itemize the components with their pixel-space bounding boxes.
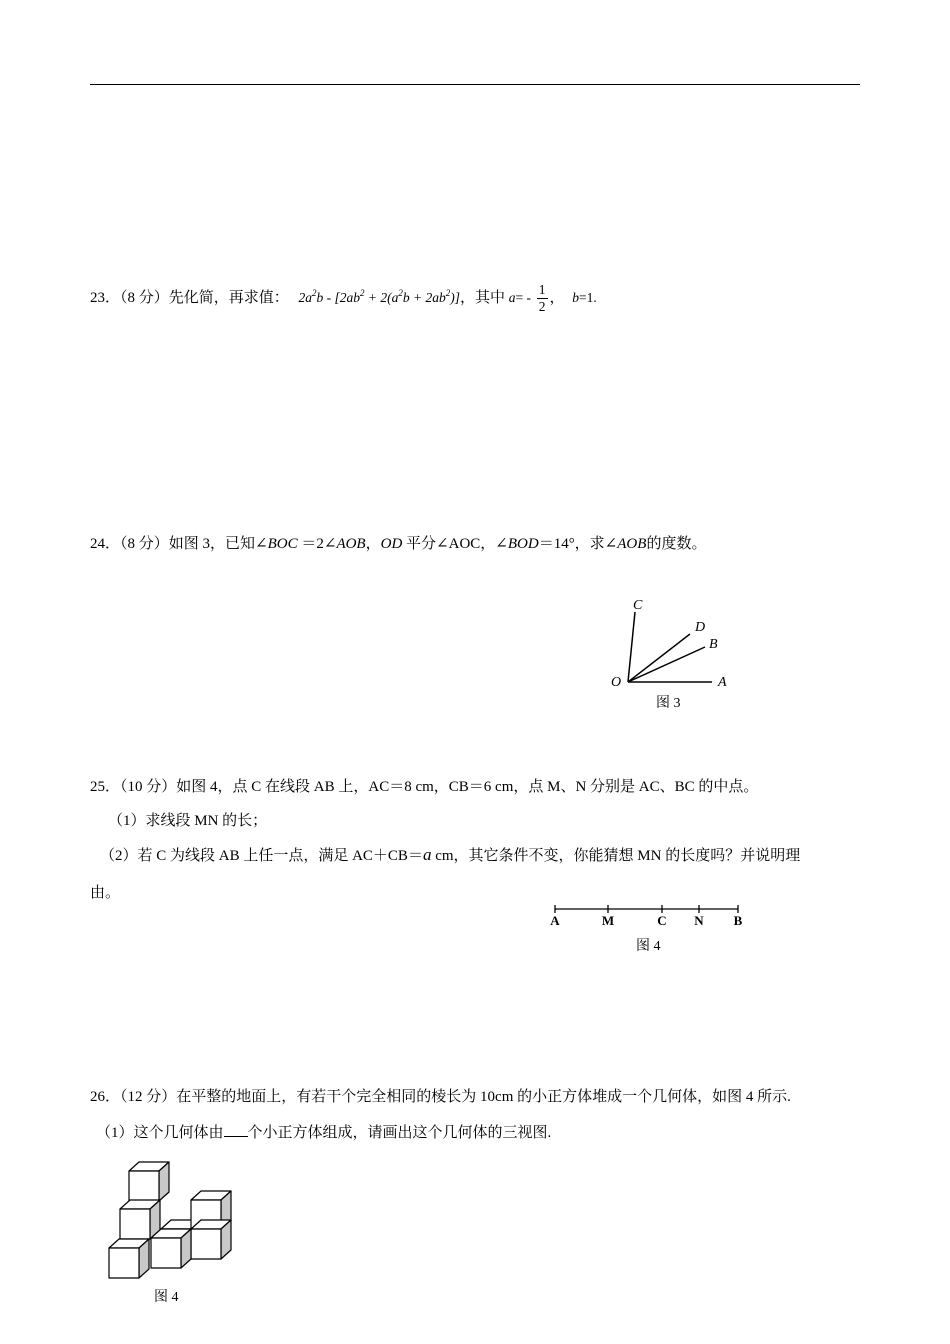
point-m: M: [601, 913, 615, 928]
q24-od: OD: [380, 536, 403, 552]
q26-part1-a: （1）这个几何体由: [96, 1125, 224, 1141]
q23-frac-den: 2: [538, 299, 546, 315]
q25-part-2-cont: 由。: [90, 885, 121, 901]
question-24: [90, 533, 706, 555]
label-d: D: [695, 620, 706, 635]
q23-a-label: a: [508, 290, 516, 305]
q26-points: （12 分）: [120, 1089, 177, 1105]
cube-left-top: [129, 1162, 169, 1201]
q23-b-value: =1: [579, 290, 594, 305]
label-o: O: [611, 675, 622, 690]
q24-number: 24．: [90, 536, 121, 552]
q25-part-1: （1）求线段 MN 的长；: [108, 813, 268, 829]
question-25: [90, 776, 758, 798]
cube-stack: [109, 1162, 231, 1278]
q24-bod: BOD: [507, 536, 539, 552]
q23-text: 先化简，再求值：: [168, 290, 289, 306]
ray-oc: [628, 612, 635, 682]
figure-3-angles: [600, 590, 750, 720]
q25-part2-b: cm，其它条件不变，你能猜想 MN 的长度吗？并说明理: [431, 848, 801, 864]
header-rule: [90, 84, 860, 85]
cube-left-middle: [120, 1200, 160, 1239]
q23-b-label: b: [572, 290, 580, 305]
q24-t1: 如图 3，已知∠: [168, 536, 268, 552]
answer-blank[interactable]: [224, 1122, 248, 1137]
label-a: A: [718, 675, 727, 690]
q25-part2-a: （2）若 C 为线段 AB 上任一点，满足 AC＋CB＝: [100, 848, 423, 864]
q24-t2: ＝2∠: [297, 536, 337, 552]
q25-part-2: [100, 844, 800, 867]
q24-t4: 平分∠AOC，∠: [402, 536, 508, 552]
q24-points: （8 分）: [120, 536, 169, 552]
q23-number: 23．: [90, 290, 121, 306]
q24-t6: 的度数。: [646, 536, 707, 552]
q25-points: （10 分）: [120, 779, 177, 795]
point-b: B: [733, 913, 743, 928]
q23-fraction: [537, 282, 548, 315]
figure-4-cubes: [100, 1155, 250, 1310]
q24-aob-1: AOB: [336, 536, 366, 552]
q25-text: 如图 4，点 C 在线段 AB 上，AC＝8 cm，CB＝6 cm，点 M、N 分别是 AC、BC 的中点。: [176, 779, 759, 795]
q23-frac-num: 1: [538, 282, 546, 298]
q23-end: .: [593, 290, 597, 305]
question-23: [90, 278, 597, 315]
cube-front-middle: [151, 1229, 191, 1268]
q24-aob-2: AOB: [617, 536, 647, 552]
q24-boc: BOC: [267, 536, 298, 552]
point-c: C: [657, 913, 667, 928]
cube-back-right-bottom: [191, 1220, 231, 1259]
figure-4-caption: 图 4: [636, 939, 661, 954]
q24-t5: ＝14°，求∠: [538, 536, 618, 552]
q23-comma: ，: [549, 290, 565, 306]
label-b: B: [709, 637, 718, 652]
q24-t3: ，: [365, 536, 381, 552]
q26-part-1: [96, 1122, 551, 1144]
label-c: C: [633, 598, 643, 613]
q23-where: ，其中: [460, 290, 506, 306]
q23-points: （8 分）: [120, 290, 169, 306]
figure-4-segment: [540, 900, 760, 960]
point-a: A: [550, 913, 560, 928]
q23-expression: $2a^2b - [2ab^2 + 2(a^2b + 2ab^2)]$: [298, 288, 461, 305]
figure-4-cubes-caption: 图 4: [154, 1290, 179, 1305]
q26-part1-b: 个小正方体组成，请画出这个几何体的三视图.: [247, 1125, 552, 1141]
figure-3-caption: 图 3: [656, 696, 681, 711]
point-n: N: [694, 913, 704, 928]
q25-part2-var: a: [422, 845, 432, 864]
cube-front-left: [109, 1239, 149, 1278]
q26-text: 在平整的地面上，有若干个完全相同的棱长为 10cm 的小正方体堆成一个几何体，如图 4 所示.: [176, 1089, 791, 1105]
q23-eq-neg: = -: [515, 290, 532, 305]
question-26: [90, 1086, 791, 1108]
q26-number: 26．: [90, 1089, 121, 1105]
q25-number: 25．: [90, 779, 121, 795]
